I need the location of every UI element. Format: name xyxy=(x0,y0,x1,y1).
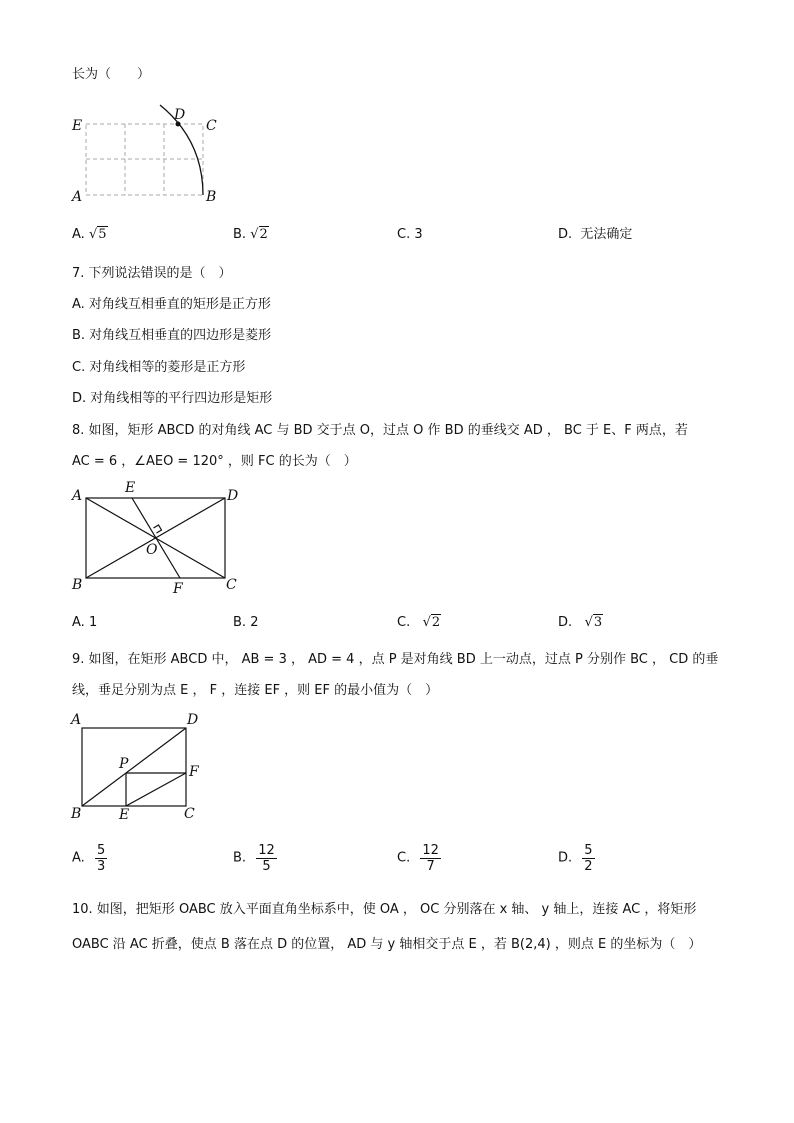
q6-option-b[interactable]: B. √2 xyxy=(233,227,268,242)
q7-option-a[interactable]: A. 对角线互相垂直的矩形是正方形 xyxy=(72,297,271,312)
label-A: A xyxy=(71,712,82,728)
q9-figure xyxy=(68,710,218,826)
q9-option-a[interactable]: A. $\frac{5}{3}$ xyxy=(72,843,106,874)
q6-option-d[interactable]: D. 无法确定 xyxy=(558,227,633,242)
label-D: D xyxy=(174,107,186,123)
label-A: A xyxy=(72,488,83,504)
q7-option-c[interactable]: C. 对角线相等的菱形是正方形 xyxy=(72,360,246,375)
label-O: O xyxy=(146,542,158,558)
q8-figure xyxy=(68,478,253,596)
label-D: D xyxy=(187,712,199,728)
q8-stem-line2: AC = 6 ，∠AEO = 120° ，则 FC 的长为（ ） xyxy=(72,454,357,469)
label-A: A xyxy=(72,189,83,205)
q9-stem-line2: 线，垂足分别为点 E ， F ，连接 EF ，则 EF 的最小值为（ ） xyxy=(72,683,439,698)
q9-option-b[interactable]: B. $\frac{12}{5}$ xyxy=(233,843,275,874)
label-B: B xyxy=(72,577,83,593)
label-E: E xyxy=(125,480,136,496)
q8-option-d[interactable]: D. √3 xyxy=(558,615,603,630)
q8-option-a[interactable]: A. 1 xyxy=(72,615,98,630)
q7-option-b[interactable]: B. 对角线互相垂直的四边形是菱形 xyxy=(72,328,272,343)
q9-option-c[interactable]: C. $\frac{12}{7}$ xyxy=(397,843,439,874)
q10-stem-line1: 10. 如图，把矩形 OABC 放入平面直角坐标系中，使 OA ， OC 分别落在 x 轴、 y 轴上，连接 AC ，将矩形 xyxy=(72,902,697,917)
q10-stem-line2: OABC 沿 AC 折叠，使点 B 落在点 D 的位置， AD 与 y 轴相交于点 E ，若 B(2,4) ，则点 E 的坐标为（ ） xyxy=(72,937,702,952)
q9-option-d[interactable]: D. $\frac{5}{2}$ xyxy=(558,843,593,874)
label-C: C xyxy=(206,118,217,134)
label-C: C xyxy=(226,577,237,593)
q7-option-d[interactable]: D. 对角线相等的平行四边形是矩形 xyxy=(72,391,273,406)
label-E: E xyxy=(119,807,130,823)
label-D: D xyxy=(227,488,239,504)
q8-stem-line1: 8. 如图，矩形 ABCD 的对角线 AC 与 BD 交于点 O，过点 O 作 BD 的垂线交 AD ， BC 于 E、F 两点，若 xyxy=(72,423,688,438)
label-F: F xyxy=(173,581,183,596)
label-B: B xyxy=(206,189,217,205)
label-C: C xyxy=(184,806,195,822)
q8-option-b[interactable]: B. 2 xyxy=(233,615,259,630)
q7-stem: 7. 下列说法错误的是（ ） xyxy=(72,266,232,281)
q6-option-c[interactable]: C. 3 xyxy=(397,227,423,242)
q6-figure xyxy=(68,100,228,210)
q9-stem-line1: 9. 如图，在矩形 ABCD 中， AB = 3 ， AD = 4 ，点 P 是对角线 BD 上一动点，过点 P 分别作 BC ， CD 的垂 xyxy=(72,652,719,667)
label-B: B xyxy=(71,806,82,822)
q8-option-c[interactable]: C. √2 xyxy=(397,615,441,630)
q6-option-a[interactable]: A. √5 xyxy=(72,227,107,242)
label-P: P xyxy=(119,756,129,772)
q6-tail: 长为（ ） xyxy=(72,67,151,82)
label-E: E xyxy=(72,118,83,134)
label-F: F xyxy=(189,764,199,780)
